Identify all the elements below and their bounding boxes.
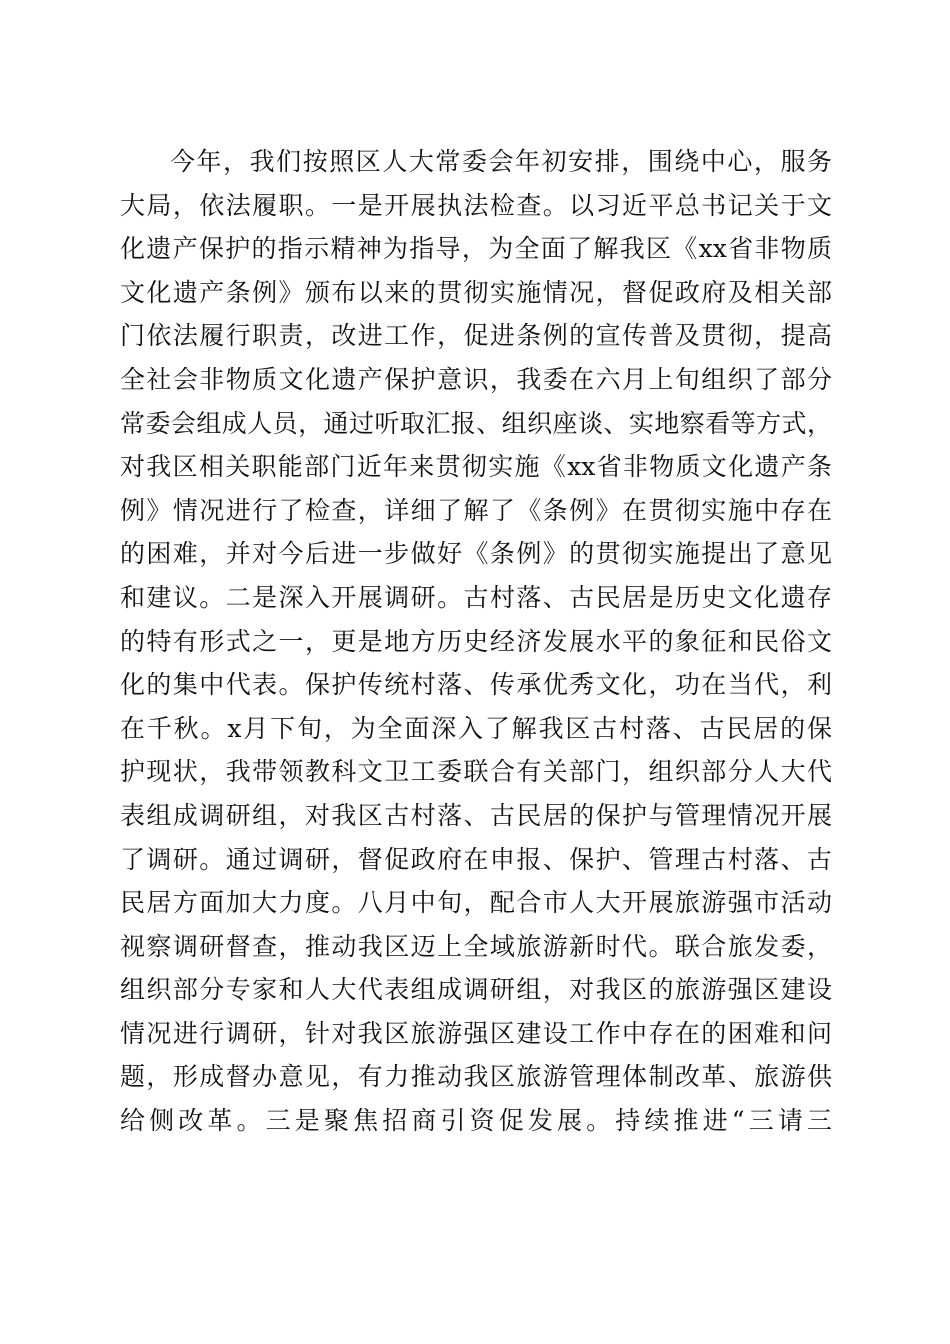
text-line: 的困难，并对今后进一步做好《条例》的贯彻实施提出了意见	[120, 539, 832, 569]
text-line: 的特有形式之一，更是地方历史经济发展水平的象征和民俗文	[120, 626, 832, 656]
text-line: 对我区相关职能部门近年来贯彻实施《xx省非物质文化遗产条	[120, 452, 832, 482]
text-line: 例》情况进行了检查，详细了解了《条例》在贯彻实施中存在	[120, 495, 832, 525]
text-line: 情况进行调研，针对我区旅游强区建设工作中存在的困难和问	[120, 1018, 832, 1048]
text-line: 门依法履行职责，改进工作，促进条例的宣传普及贯彻，提高	[120, 321, 832, 351]
text-line: 和建议。二是深入开展调研。古村落、古民居是历史文化遗存	[120, 582, 832, 612]
text-line: 护现状，我带领教科文卫工委联合有关部门，组织部分人大代	[120, 757, 832, 787]
text-line: 大局，依法履职。一是开展执法检查。以习近平总书记关于文	[120, 190, 832, 220]
text-line: 视察调研督查，推动我区迈上全域旅游新时代。联合旅发委，	[120, 931, 832, 961]
text-line: 今年，我们按照区人大常委会年初安排，围绕中心，服务	[170, 147, 832, 176]
text-line: 了调研。通过调研，督促政府在申报、保护、管理古村落、古	[120, 844, 832, 874]
text-line: 全社会非物质文化遗产保护意识，我委在六月上旬组织了部分	[120, 364, 832, 394]
body-paragraph	[120, 140, 832, 1143]
text-line: 文化遗产条例》颁布以来的贯彻实施情况，督促政府及相关部	[120, 277, 832, 307]
text-line: 给侧改革。三是聚焦招商引资促发展。持续推进“三请三	[120, 1106, 832, 1136]
text-line: 化遗产保护的指示精神为指导，为全面了解我区《xx省非物质	[120, 234, 832, 264]
text-line: 化的集中代表。保护传统村落、传承优秀文化，功在当代，利	[120, 670, 832, 700]
text-line: 组织部分专家和人大代表组成调研组，对我区的旅游强区建设	[120, 975, 832, 1005]
text-line: 在千秋。x月下旬，为全面深入了解我区古村落、古民居的保	[120, 713, 832, 743]
text-line: 民居方面加大力度。八月中旬，配合市人大开展旅游强市活动	[120, 888, 832, 918]
text-line: 题，形成督办意见，有力推动我区旅游管理体制改革、旅游供	[120, 1062, 832, 1092]
text-line: 常委会组成人员，通过听取汇报、组织座谈、实地察看等方式，	[120, 408, 832, 438]
text-line: 表组成调研组，对我区古村落、古民居的保护与管理情况开展	[120, 800, 832, 830]
